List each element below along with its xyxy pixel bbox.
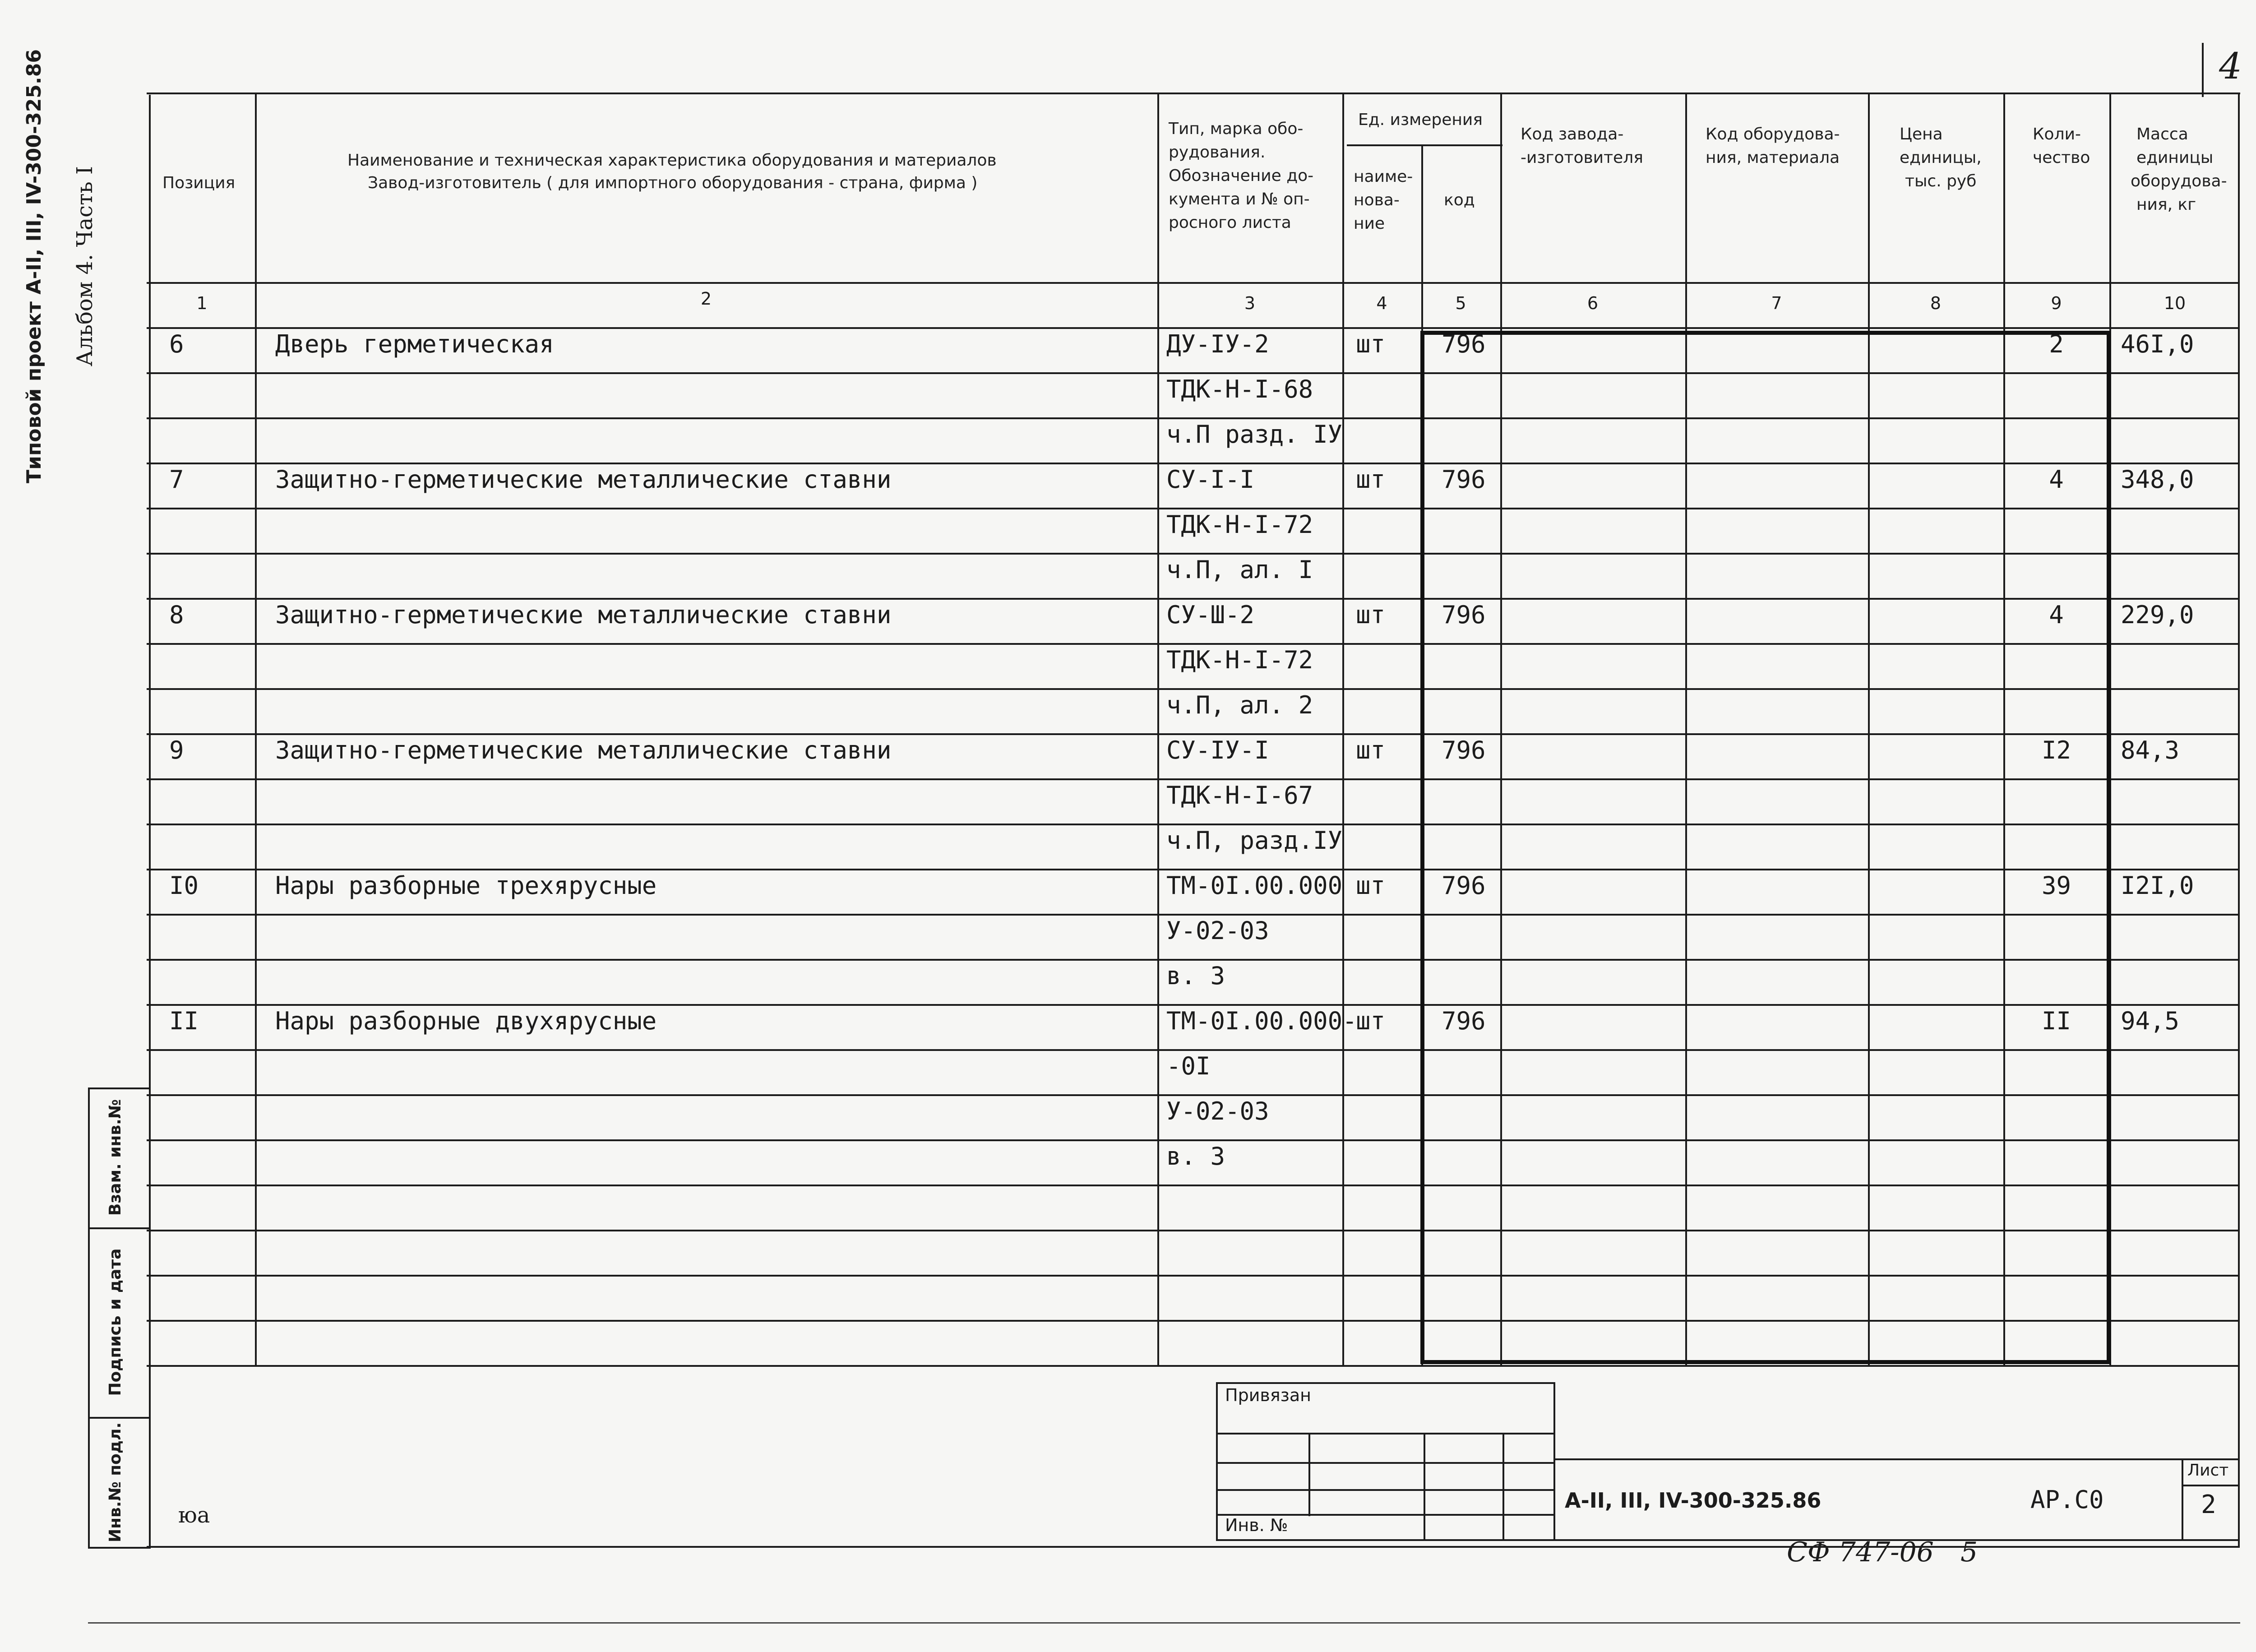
stamp-signature-date: Подпись и дата (106, 1248, 125, 1396)
row-type: ч.П, разд.IУ (1166, 826, 1343, 855)
header-factory-code-1: Код завода- (1521, 125, 1624, 143)
row-type: в. 3 (1166, 962, 1225, 990)
row-type: ТДК-Н-I-72 (1166, 510, 1313, 539)
row-type: ТДК-Н-I-72 (1166, 646, 1313, 674)
row-pos: 6 (169, 330, 184, 358)
header-mass-3: оборудова- (2131, 172, 2227, 190)
row-qty: 4 (2049, 465, 2064, 494)
header-units-title: Ед. измерения (1358, 111, 1483, 129)
row-code: 796 (1442, 1007, 1486, 1035)
row-mass: 348,0 (2121, 465, 2194, 494)
archive-page: 5 (1960, 1536, 1978, 1568)
colnum-9: 9 (2051, 293, 2062, 313)
row-name: Нары разборные двухярусные (275, 1007, 657, 1035)
header-factory-code-2: -изготовителя (1521, 148, 1643, 167)
sheet-label: Лист (2187, 1461, 2229, 1480)
row-pos: I0 (169, 871, 199, 900)
stamp-inv-podl: Инв.№ подл. (106, 1422, 125, 1543)
header-qty-2: чество (2033, 148, 2090, 167)
colnum-5: 5 (1455, 293, 1466, 313)
colnum-10: 10 (2164, 293, 2186, 313)
header-unit-name-1: наиме- (1354, 167, 1413, 186)
header-qty-1: Коли- (2033, 125, 2081, 143)
row-type: ТДК-Н-I-67 (1166, 781, 1313, 810)
header-type-2: рудования. (1169, 143, 1266, 162)
row-code: 796 (1442, 871, 1486, 900)
row-unit: шт (1356, 330, 1386, 358)
row-pos: 8 (169, 601, 184, 629)
row-pos: 9 (169, 736, 184, 764)
privyazan-label: Привязан (1225, 1385, 1311, 1405)
header-equipment-code-1: Код оборудова- (1706, 125, 1840, 143)
row-name: Защитно-герметические металлические ставни (275, 601, 892, 629)
row-name: Защитно-герметические металлические ставни (275, 736, 892, 764)
section-code: АР.С0 (2030, 1485, 2104, 1514)
row-qty: 39 (2041, 871, 2071, 900)
row-type: ТДК-Н-I-68 (1166, 375, 1313, 403)
row-type: ч.П, ал. I (1166, 555, 1313, 584)
row-type: У-02-03 (1166, 916, 1269, 945)
colnum-6: 6 (1587, 293, 1599, 313)
row-pos: II (169, 1007, 199, 1035)
header-type-5: росного листа (1169, 213, 1291, 232)
row-mass: I2I,0 (2121, 871, 2194, 900)
header-price-3: тыс. руб (1905, 172, 1977, 190)
side-project-title: Типовой проект А-II, III, IV-300-325.86 (23, 49, 46, 483)
row-type: СУ-IУ-I (1166, 736, 1269, 764)
row-code: 796 (1442, 465, 1486, 494)
row-type: -0I (1166, 1052, 1211, 1080)
header-unit-code: код (1444, 191, 1475, 209)
colnum-8: 8 (1930, 293, 1942, 313)
colnum-3: 3 (1244, 293, 1256, 313)
row-pos: 7 (169, 465, 184, 494)
colnum-2: 2 (700, 289, 712, 309)
header-name-line1: Наименование и техническая характеристика оборудования и материалов (347, 151, 997, 170)
inv-no-label: Инв. № (1225, 1515, 1288, 1535)
row-unit: шт (1356, 871, 1386, 900)
row-qty: 2 (2049, 330, 2064, 358)
row-name: Нары разборные трехярусные (275, 871, 657, 900)
colnum-7: 7 (1771, 293, 1782, 313)
header-price-1: Цена (1900, 125, 1943, 143)
row-type: ТМ-0I.00.000 (1166, 871, 1343, 900)
doc-code: А-II, III, IV-300-325.86 (1565, 1488, 1821, 1513)
header-mass-2: единицы (2136, 148, 2214, 167)
colnum-4: 4 (1376, 293, 1387, 313)
row-type: ч.П разд. IУ (1166, 420, 1343, 449)
side-album-label: Альбом 4. Часть I (72, 166, 97, 366)
sheet-number: 2 (2201, 1490, 2216, 1519)
header-equipment-code-2: ния, материала (1706, 148, 1840, 167)
header-unit-name-2: нова- (1354, 191, 1400, 209)
row-type: ТМ-0I.00.000- (1166, 1007, 1357, 1035)
header-price-2: единицы, (1900, 148, 1982, 167)
colnum-1: 1 (196, 293, 208, 313)
row-unit: шт (1356, 736, 1386, 764)
row-code: 796 (1442, 330, 1486, 358)
row-type: ДУ-IУ-2 (1166, 330, 1269, 358)
row-mass: 229,0 (2121, 601, 2194, 629)
row-mass: 84,3 (2121, 736, 2180, 764)
archive-code: СФ 747-06 (1787, 1536, 1934, 1568)
row-type: в. 3 (1166, 1142, 1225, 1171)
row-mass: 46I,0 (2121, 330, 2194, 358)
row-unit: шт (1356, 601, 1386, 629)
row-unit: шт (1356, 465, 1386, 494)
row-code: 796 (1442, 736, 1486, 764)
header-name-line2: Завод-изготовитель ( для импортного оборудования - страна, фирма ) (368, 174, 978, 192)
header-unit-name-3: ние (1354, 214, 1385, 233)
row-qty: II (2041, 1007, 2071, 1035)
header-type-4: кумента и № оп- (1169, 190, 1310, 208)
row-name: Дверь герметическая (275, 330, 554, 358)
header-type-1: Тип, марка обо- (1169, 120, 1304, 138)
row-type: СУ-Ш-2 (1166, 601, 1255, 629)
initials: юа (178, 1503, 210, 1528)
header-mass-4: ния, кг (2136, 195, 2196, 214)
row-qty: I2 (2041, 736, 2071, 764)
row-type: ч.П, ал. 2 (1166, 691, 1313, 719)
row-mass: 94,5 (2121, 1007, 2180, 1035)
row-name: Защитно-герметические металлические ставни (275, 465, 892, 494)
page-corner-number: 4 (2219, 45, 2242, 87)
row-qty: 4 (2049, 601, 2064, 629)
row-type: У-02-03 (1166, 1097, 1269, 1125)
header-position: Позиция (162, 174, 236, 192)
header-type-3: Обозначение до- (1169, 167, 1314, 185)
row-unit: шт (1356, 1007, 1386, 1035)
header-mass-1: Масса (2136, 125, 2188, 143)
stamp-vzam-inv: Взам. инв.№ (106, 1099, 125, 1216)
row-code: 796 (1442, 601, 1486, 629)
row-type: СУ-I-I (1166, 465, 1255, 494)
